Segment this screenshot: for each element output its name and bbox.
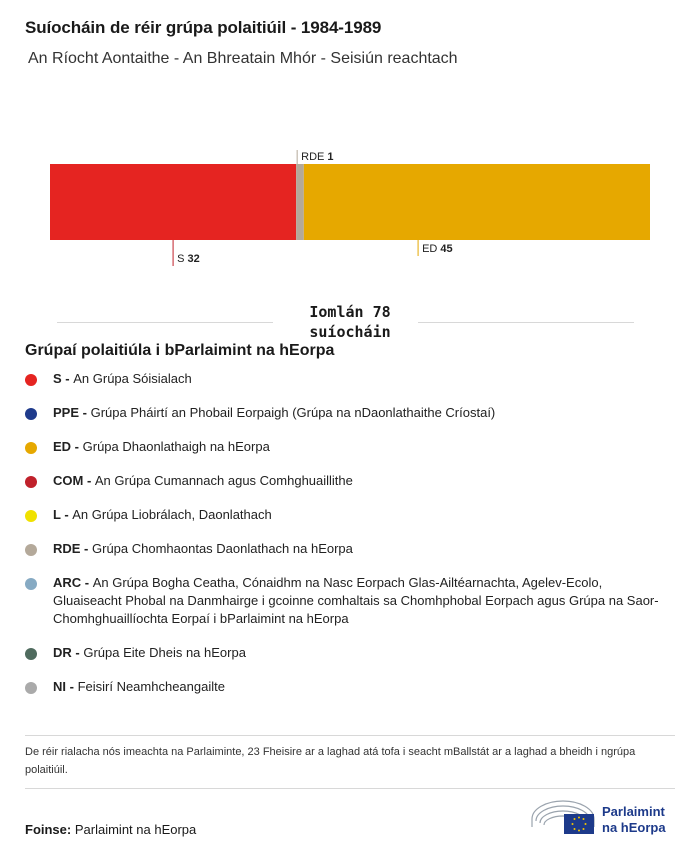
legend-title: Grúpaí polaitiúla i bParlaimint na hEorpa [25,342,335,359]
logo-wordmark [602,804,666,836]
chart-title: Suíocháin de réir grúpa polaitiúil - 1984-1989 [25,18,382,37]
legend-item-com [25,472,665,490]
legend-code: RDE - [53,541,92,556]
total-seats-label: Iomlán 78 suíocháin [309,303,391,341]
chart-subtitle: An Ríocht Aontaithe - An Bhreatain Mhór - Seisiún reachtach [28,50,458,67]
legend-dot-icon [25,510,37,522]
footer-divider-top [25,735,675,736]
bar-segment-rde [296,164,304,240]
legend-label: An Grúpa Cumannach agus Comhghuaillithe [94,473,353,488]
legend-code: S - [53,371,74,386]
legend-item-dr [25,644,665,662]
bar-label-rde: RDE 1 [301,151,334,163]
legend-code: PPE - [53,405,91,420]
legend-label: Grúpa Pháirtí an Phobail Eorpaigh (Grúpa na nDaonlathaithe Críostaí) [90,405,496,420]
total-divider-right [418,322,634,323]
total-divider-left [57,322,273,323]
legend-dot-icon [25,578,37,590]
legend-dot-icon [25,408,37,420]
legend-label: An Grúpa Liobrálach, Daonlathach [72,507,272,522]
bar-segment-s [50,164,296,240]
legend-label: An Grúpa Sóisialach [73,371,192,386]
legend-label: Grúpa Dhaonlathaigh na hEorpa [82,439,270,454]
source-label: Foinse: [25,822,72,837]
legend-item-l [25,506,665,524]
bar-segment-ed [304,164,650,240]
source-value: Parlaimint na hEorpa [74,822,197,837]
legend-label: Grúpa Chomhaontas Daonlathach na hEorpa [92,541,353,556]
source-line [25,822,196,837]
logo-line-1: Parlaimint [602,804,665,819]
legend-code: COM - [53,473,95,488]
legend-item-arc [25,574,665,628]
legend-code: NI - [53,679,78,694]
legend-code: DR - [53,645,84,660]
legend-dot-icon [25,374,37,386]
legend-code: ARC - [53,575,93,590]
legend-dot-icon [25,442,37,454]
legend-item-ed [25,438,665,456]
legend-dot-icon [25,682,37,694]
legend-label: Grúpa Eite Dheis na hEorpa [83,645,246,660]
footer-divider-bottom [25,788,675,789]
legend-label: An Grúpa Bogha Ceatha, Cónaidhm na Nasc Eorpach Glas-Ailtéarnachta, Agelev-Ecolo, Gluaiseacht Phobal na Danmhairge i gcoinne comhaltais sa Chomhphobal Eorpach agus Grúpa na Saor-Chomhghuaillíochta Eorpaí i bParlaimint na hEorpa [53,575,659,626]
legend-dot-icon [25,544,37,556]
bar-label-ed: ED 45 [422,243,453,255]
legend-label: Feisirí Neamhcheangailte [77,679,225,694]
legend-list [25,370,665,712]
logo-line-2: na hEorpa [602,820,666,835]
legend-dot-icon [25,476,37,488]
seats-bar-chart [0,140,700,280]
legend-code: L - [53,507,73,522]
legend-item-ni [25,678,665,696]
legend-item-ppe [25,404,665,422]
legend-item-s [25,370,665,388]
rules-note: De réir rialacha nós imeachta na Parlaiminte, 23 Fheisire ar a laghad atá tofa i seacht mBallstát ar a laghad a bheidh i ngrúpa polaitiúil. [25,746,636,776]
bar-label-s: S 32 [177,253,200,265]
legend-item-rde [25,540,665,558]
legend-code: ED - [53,439,83,454]
legend-dot-icon [25,648,37,660]
